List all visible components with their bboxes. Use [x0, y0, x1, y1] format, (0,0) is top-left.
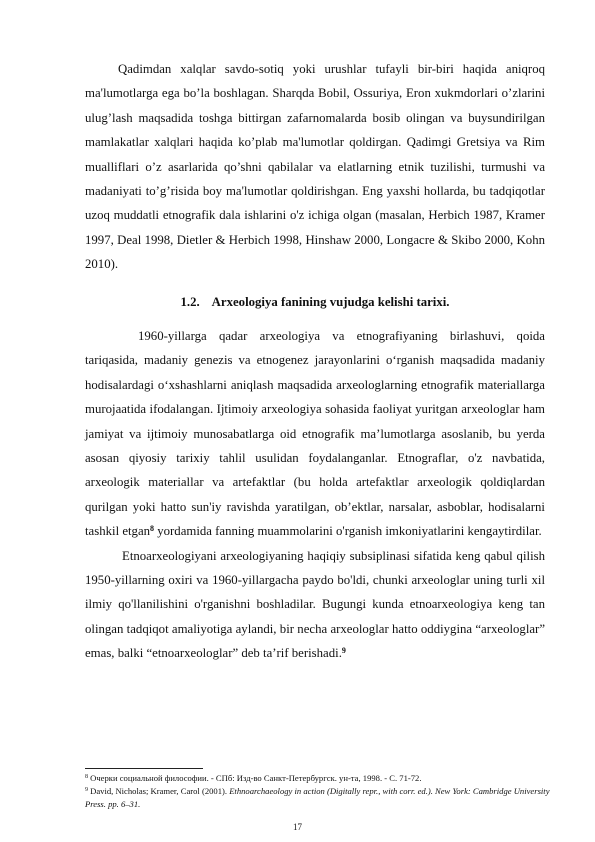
footnote-8-text: Очерки социальной философии. - СПб: Изд-во Санкт-Петербургск. ун-та, 1998. - С. 71-72. [88, 773, 422, 783]
footnote-9-authors: David, Nicholas; Kramer, Carol (2001). [88, 786, 230, 796]
footnote-8 [85, 772, 555, 785]
section-number: 1.2. [180, 295, 200, 309]
paragraph-3-text: Etnoarxeologiyani arxeologiyaning haqiqiy subsiplinasi sifatida keng qabul qilish 1950-yillarning oxiri va 1960-yillargacha paydo bo'ldi, chunki arxeologlar uning turli xil ilmiy qo'llanilishini o'rganishni boshladilar. Bugungi kunda etnoarxeologiya keng tan olingan tadqiqot amaliyotiga aylandi, bir necha arxeologlar hatto oddiygina “arxeologlar” emas, balki “etnoarxeologlar” deb ta’rif berishadi. [85, 548, 545, 661]
footnote-divider [85, 768, 203, 769]
paragraph-block-1 [85, 57, 545, 277]
footnote-ref-9[interactable]: 9 [341, 646, 346, 656]
footnotes [85, 772, 555, 811]
footnote-9-source: Ethnoarchaeology in action (Digitally repr., with corr. ed.). New York: Cambridge University Press. pp. 6–31. [85, 786, 550, 809]
section-heading [85, 290, 545, 314]
footnote-9-mark: 9 [85, 787, 88, 793]
paragraph-2 [85, 324, 545, 544]
paragraph-2-text-a: 1960-yillarga qadar arxeologiya va etnografiyaning birlashuvi, qoida tariqasida, madaniy genezis va etnogenez jarayonlarini o‘rganish maqsadida madaniy hodisalardagi o‘xshashlarni aniqlash maqsadida arxeologlarning etnografik materiallarga murojaatida ifodalangan. Ijtimoiy arxeologiya sohasida faoliyat yuritgan arxeologlar ham jamiyat va ijtimoiy munosabatlarga oid etnografik ma’lumotlarga asoslanib, bu yerda asosan qiyosiy tarixiy tahlil usulidan foydalanganlar. Etnograflar, o'z navbatida, arxeologik materiallar va artefaktlar (bu holda artefaktlar arxeologik qoldiqlardan qurilgan yoki hatto sun'iy ravishda yaratilgan, ob’ektlar, narsalar, asboblar, hodisalarni tashkil etgan [85, 329, 545, 539]
section-title: Arxeologiya fanining vujudga kelishi tarixi. [211, 295, 450, 309]
paragraph-1: Qadimdan xalqlar savdo-sotiq yoki urushlar tufayli bir-biri haqida aniqroq ma'lumotlarga ega bo’la boshlagan. Sharqda Bobil, Ossuriya, Eron xukmdorlari o’zlarini ulug’lash maqsadida toshga bittirgan zafarnomalarda bosib olingan va buysundirilgan mamlakatlar xalqlari haqida ko’plab ma'lumotlar qoldirgan. Qadimgi Gretsiya va Rim mualliflari o’z asarlarida qo’shni qabilalar va elatlarning etnik tuzilishi, turmushi va madaniyati to’g’risida boy ma'lumotlar qoldirishgan. Eng yaxshi hollarda, bu tadqiqotlar uzoq muddatli etnografik dala ishlarini o'z ichiga olgan (masalan, Herbich 1987, Kramer 1997, Deal 1998, Dietler & Herbich 1998, Hinshaw 2000, Longacre & Skibo 2000, Kohn 2010). [85, 62, 545, 272]
footnote-9 [85, 785, 555, 811]
paragraph-block-2 [85, 324, 545, 666]
footnote-ref-8[interactable]: 8 [150, 524, 155, 534]
paragraph-2-text-b: yordamida fanning muammolarini o'rganish imkoniyatlarini kengaytirdilar. [154, 524, 542, 539]
page-number: 17 [293, 822, 302, 832]
footnote-8-mark: 8 [85, 774, 88, 780]
paragraph-3 [85, 544, 545, 666]
